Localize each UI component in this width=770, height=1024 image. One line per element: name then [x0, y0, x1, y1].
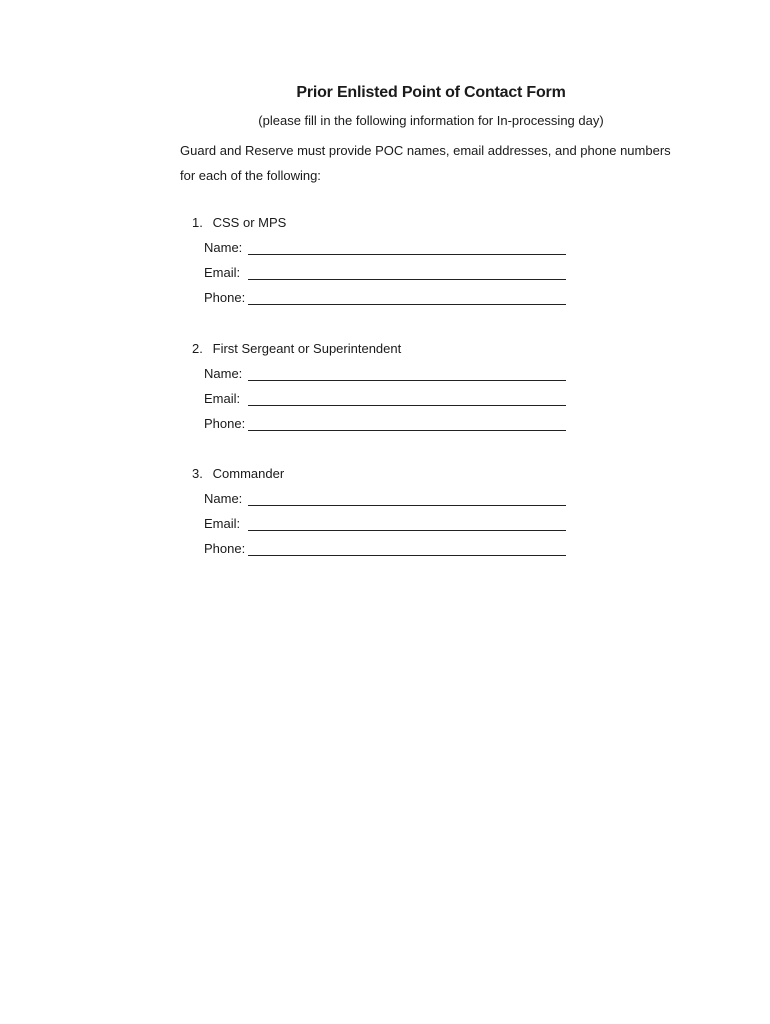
- section-title: CSS or MPS: [212, 215, 287, 230]
- section-commander: [192, 465, 572, 565]
- page-subtitle: (please fill in the following information for In-processing day): [258, 113, 604, 128]
- name-label: Name:: [204, 366, 243, 381]
- email-label: Email:: [204, 391, 241, 406]
- phone-input-line[interactable]: [248, 304, 566, 305]
- email-input-line[interactable]: [248, 530, 566, 531]
- phone-field-row: [204, 540, 572, 565]
- section-title: First Sergeant or Superintendent: [212, 341, 402, 356]
- phone-label: Phone:: [204, 416, 246, 431]
- name-field-row: [204, 239, 572, 264]
- phone-label: Phone:: [204, 290, 246, 305]
- name-field-row: [204, 365, 572, 390]
- phone-field-row: [204, 289, 572, 314]
- section-first-sergeant: [192, 340, 572, 440]
- phone-input-line[interactable]: [248, 430, 566, 431]
- name-input-line[interactable]: [248, 254, 566, 255]
- email-label: Email:: [204, 265, 241, 280]
- phone-input-line[interactable]: [248, 555, 566, 556]
- name-label: Name:: [204, 491, 243, 506]
- name-field-row: [204, 490, 572, 515]
- email-field-row: [204, 515, 572, 540]
- section-heading: [192, 214, 572, 239]
- email-input-line[interactable]: [248, 279, 566, 280]
- section-number: 3.: [192, 466, 203, 481]
- email-label: Email:: [204, 516, 241, 531]
- section-number: 1.: [192, 215, 203, 230]
- page-title: Prior Enlisted Point of Contact Form: [296, 84, 566, 101]
- instructions: [180, 138, 680, 188]
- name-input-line[interactable]: [248, 380, 566, 381]
- instructions-line-2: for each of the following:: [180, 168, 321, 183]
- section-heading: [192, 465, 572, 490]
- email-field-row: [204, 264, 572, 289]
- section-title: Commander: [212, 466, 285, 481]
- section-number: 2.: [192, 341, 203, 356]
- email-input-line[interactable]: [248, 405, 566, 406]
- phone-label: Phone:: [204, 541, 246, 556]
- instructions-line-1: Guard and Reserve must provide POC names, email addresses, and phone numbers: [180, 143, 671, 158]
- name-label: Name:: [204, 240, 243, 255]
- section-heading: [192, 340, 572, 365]
- phone-field-row: [204, 415, 572, 440]
- name-input-line[interactable]: [248, 505, 566, 506]
- section-css-or-mps: [192, 214, 572, 314]
- email-field-row: [204, 390, 572, 415]
